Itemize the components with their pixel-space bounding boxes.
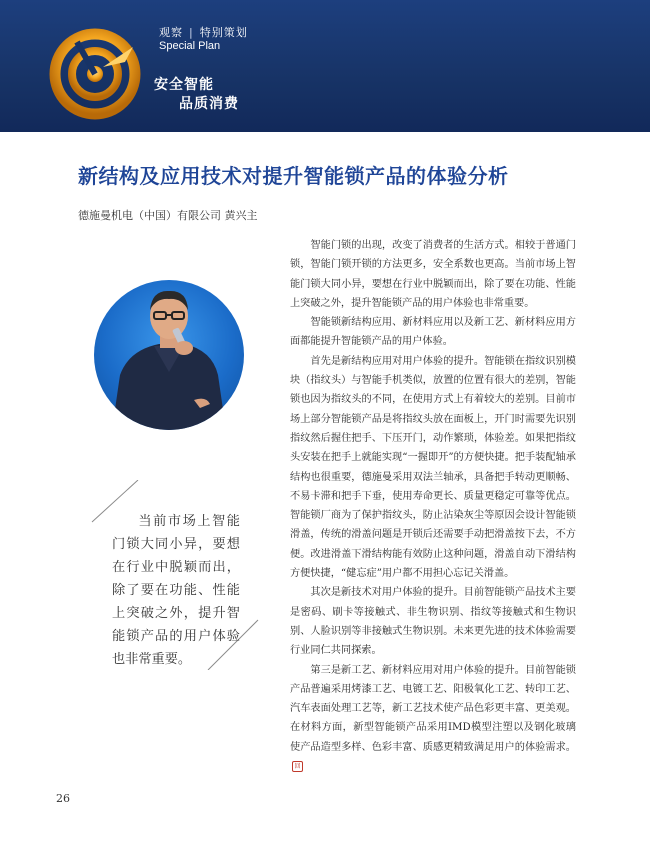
article-body bbox=[290, 236, 576, 776]
theme-line-1: 安全智能 bbox=[154, 77, 214, 93]
pull-quote-text: 当前市场上智能门锁大同小异，要想在行业中脱颖而出，除了要在功能、性能上突破之外，提升智能锁产品的用户体验也非常重要。 bbox=[112, 514, 240, 667]
paragraph-2: 智能锁新结构应用、新材料应用以及新工艺、新材料应用方面都能提升智能锁产品的用户体验。 bbox=[290, 317, 576, 348]
article-byline: 德施曼机电（中国）有限公司 黄兴主 bbox=[78, 209, 258, 222]
end-mark-icon: 回 bbox=[292, 761, 303, 772]
author-photo bbox=[94, 280, 244, 430]
section-name: 特别策划 bbox=[199, 26, 248, 39]
paragraph-5 bbox=[290, 661, 576, 777]
paragraph-5-text: 第三是新工艺、新材料应用对用户体验的提升。目前智能锁产品普遍采用烤漆工艺、电镀工艺、阳极氧化工艺、转印工艺、汽车表面处理工艺等，新工艺技术使产品色彩更丰富、更美观。在材料方面，新型智能锁产品采用IMD模型注塑以及钢化玻璃使产品造型多样、色彩丰富、质感更精致满足用户的体验需求。 bbox=[290, 664, 576, 753]
column-label bbox=[159, 24, 248, 40]
header-banner bbox=[0, 0, 650, 132]
paragraph-3: 首先是新结构应用对用户体验的提升。智能锁在指纹识别模块（指纹头）与智能手机类似，放置的位置有很大的差别，智能锁也因为指纹头的不同，在使用方式上有着较大的差别。目前市场上部分智能锁产品是将指纹头放在面板上，开门时需要先识别指纹然后握住把手、下压开门，动作繁琐，体验差。如果把指纹头安装在把手上就能实现“一握即开”的方便快捷。把手装配轴承结构也很重要，德施曼采用双法兰轴承，具备把手转动更顺畅、不易卡滞和把手下垂，使用寿命更长、质量更稳定可靠等优点。智能锁厂商为了保护指纹头，防止沾染灰尘等原因会设计智能锁滑盖，传统的滑盖问题是开锁后还需要手动把滑盖按下去，不方便。改进滑盖下滑结构能有效防止这种问题，滑盖自动下滑结构方便快捷，“健忘症”用户都不用担心忘记关滑盖。 bbox=[290, 355, 576, 580]
page-number: 26 bbox=[56, 792, 70, 805]
section-name-en: Special Plan bbox=[159, 40, 221, 52]
column-name: 观察 bbox=[159, 26, 183, 39]
article-title: 新结构及应用技术对提升智能锁产品的体验分析 bbox=[78, 164, 509, 188]
target-logo-icon bbox=[47, 22, 147, 122]
theme-line-2: 品质消费 bbox=[179, 96, 239, 112]
pull-quote bbox=[112, 510, 240, 671]
speaker-illustration bbox=[94, 280, 244, 430]
kicker-divider: | bbox=[189, 26, 194, 39]
paragraph-1: 智能门锁的出现，改变了消费者的生活方式。相较于普通门锁，智能门锁开锁的方法更多，安全系数也更高。当前市场上智能门锁大同小异，要想在行业中脱颖而出，除了要在功能、性能上突破之外，提升智能锁产品的用户体验也非常重要。 bbox=[290, 240, 576, 309]
paragraph-4: 其次是新技术对用户体验的提升。目前智能锁产品技术主要是密码、刷卡等接触式、非生物识别、指纹等接触式和生物识别、人脸识别等非接触式生物识别。未来更先进的技术体验需要行业同仁共同探索。 bbox=[290, 587, 576, 657]
